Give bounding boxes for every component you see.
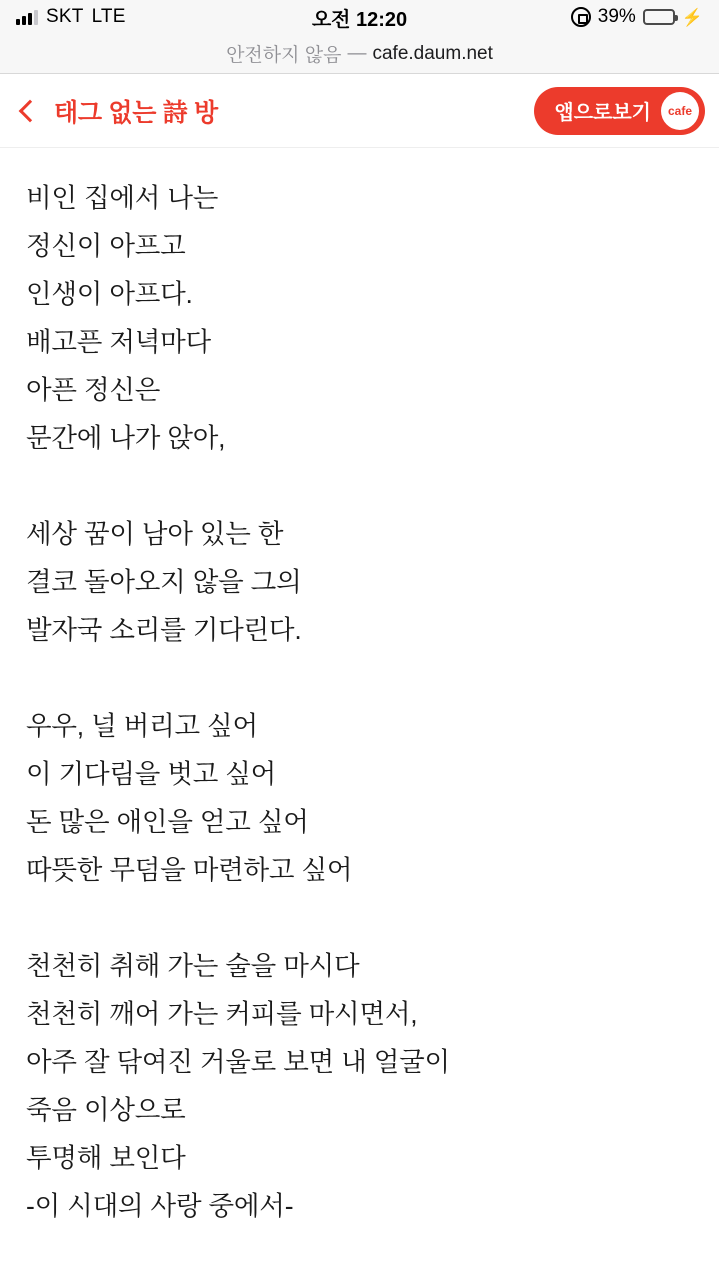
lightning-bolt-icon: ⚡ (681, 7, 703, 27)
network-type-label: LTE (91, 6, 126, 27)
poem-line: 문간에 나가 앉아, (26, 423, 226, 453)
daum-cafe-badge-icon: cafe (661, 92, 699, 130)
poem-line: 천천히 취해 가는 술을 마시다 (26, 951, 360, 981)
poem-line: 인생이 아프다. (26, 279, 193, 309)
poem-blank-line (26, 654, 693, 702)
insecure-warning-label: 안전하지 않음 (226, 45, 342, 66)
poem-line: 따뜻한 무덤을 마련하고 싶어 (26, 855, 353, 885)
poem-line: 우우, 널 버리고 싶어 (26, 711, 258, 741)
poem-line: 배고픈 저녁마다 (26, 327, 211, 357)
carrier-label: SKT (46, 6, 84, 27)
cafe-header (0, 74, 719, 148)
poem-blank-line (26, 462, 693, 510)
battery-icon (643, 9, 675, 25)
poem-line-list (26, 174, 693, 1230)
poem-body (0, 148, 719, 1230)
poem-line: 아주 잘 닦여진 거울로 보면 내 얼굴이 (26, 1047, 450, 1077)
poem-line: 이 기다림을 벗고 싶어 (26, 759, 277, 789)
open-in-app-label: 앱으로보기 (554, 102, 651, 124)
poem-blank-line (26, 894, 693, 942)
poem-line: 천천히 깨어 가는 커피를 마시면서, (26, 999, 418, 1029)
url-host-label: cafe.daum.net (372, 42, 493, 64)
open-in-app-button[interactable] (534, 87, 705, 135)
page-title: 태그 없는 詩 방 (54, 98, 218, 127)
poem-line: 아픈 정신은 (26, 375, 161, 405)
poem-line: 정신이 아프고 (26, 231, 186, 261)
poem-line: 비인 집에서 나는 (26, 183, 219, 213)
poem-line: 발자국 소리를 기다린다. (26, 615, 302, 645)
poem-line: -이 시대의 사랑 중에서- (26, 1191, 294, 1221)
poem-line: 돈 많은 애인을 얻고 싶어 (26, 807, 309, 837)
back-chevron-icon[interactable] (19, 99, 42, 122)
browser-url-bar[interactable] (0, 34, 719, 74)
rotation-lock-icon (571, 7, 591, 27)
poem-line: 세상 꿈이 남아 있는 한 (26, 519, 284, 549)
status-bar-clock: 오전 12:20 (311, 8, 408, 31)
status-bar (0, 0, 719, 34)
poem-line: 죽음 이상으로 (26, 1095, 186, 1125)
poem-line: 투명해 보인다 (26, 1143, 186, 1173)
battery-percent-label: 39% (597, 6, 636, 27)
poem-line: 결코 돌아오지 않을 그의 (26, 567, 302, 597)
url-separator: — (347, 42, 367, 64)
